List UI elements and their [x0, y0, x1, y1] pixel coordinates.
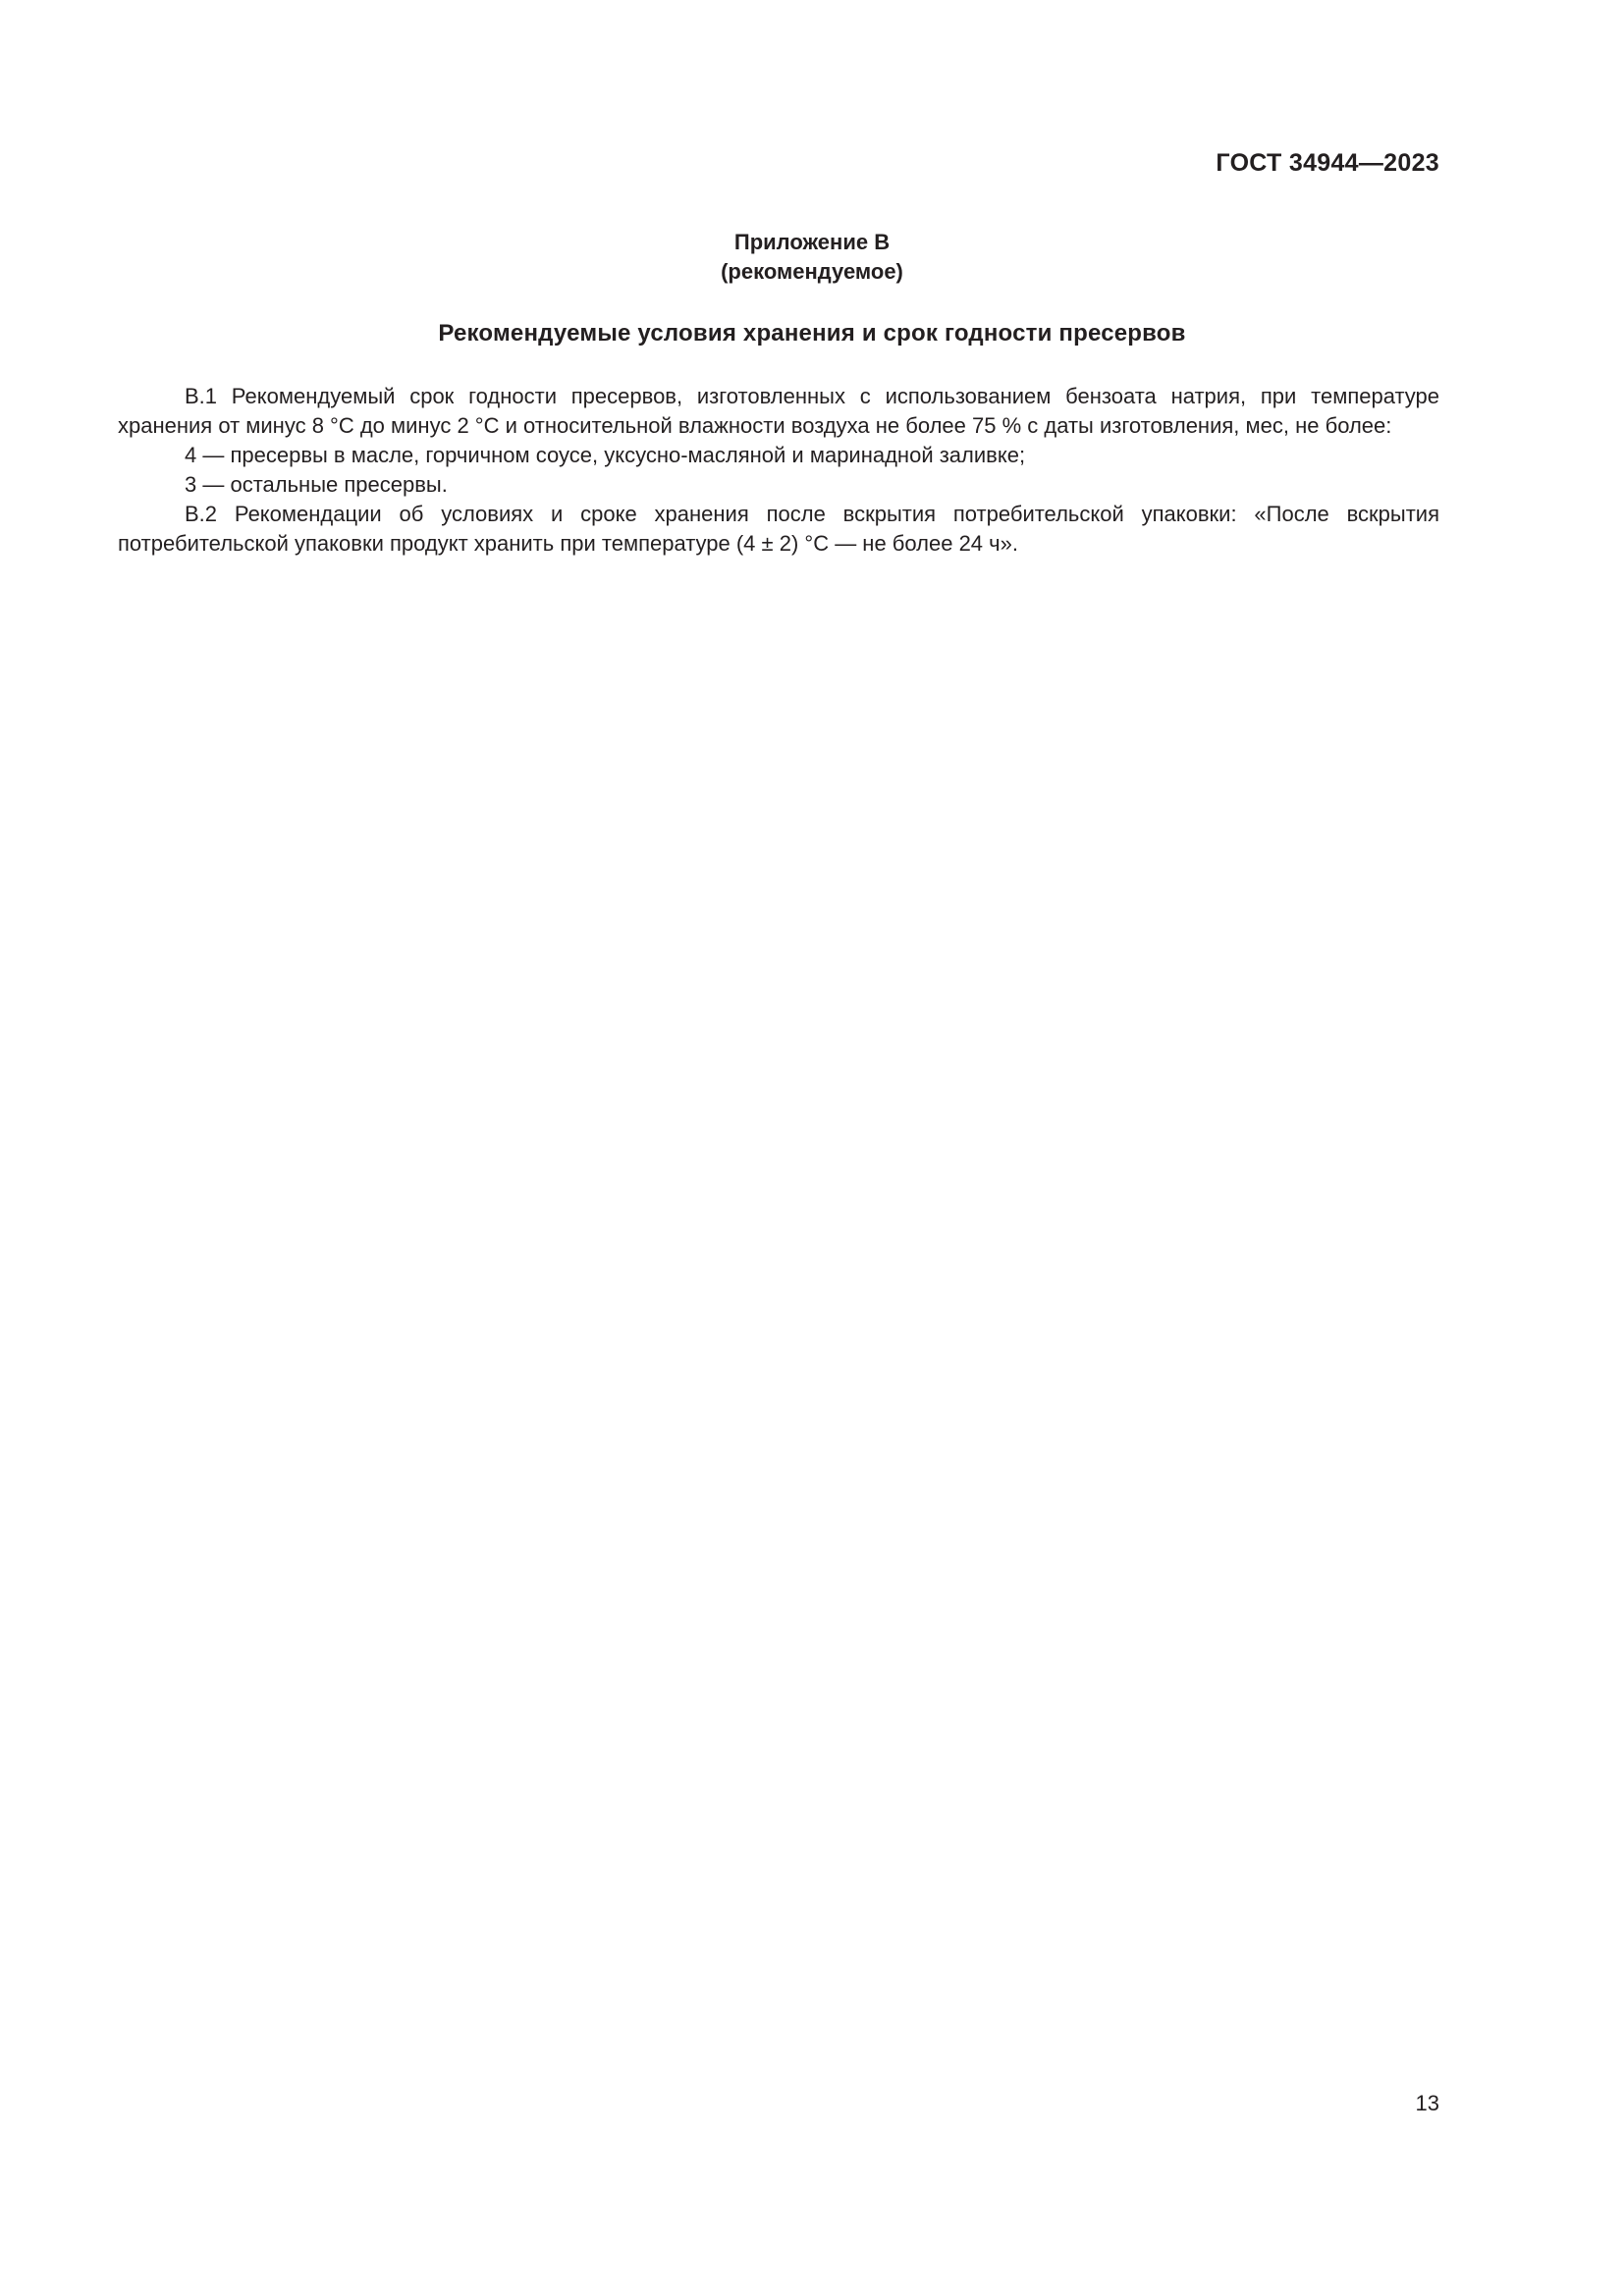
document-code: ГОСТ 34944—2023: [1216, 149, 1439, 177]
body-text: [118, 382, 1439, 559]
list-item-oil-mustard: 4 — пресервы в масле, горчичном соусе, уксусно-масляной и маринадной заливке;: [185, 443, 1026, 467]
page-number: 13: [1415, 2091, 1439, 2115]
appendix-heading: [0, 228, 1624, 287]
appendix-status: (рекомендуемое): [721, 259, 903, 284]
list-item-other: 3 — остальные пресервы.: [185, 472, 448, 497]
section-title: Рекомендуемые условия хранения и срок годности пресервов: [438, 320, 1186, 347]
paragraph-b1: В.1 Рекомендуемый срок годности пресервов, изготовленных с использованием бензоата натрия, при температуре хранения от минус 8 °С до минус 2 °С и относительной влажности воздуха не более 75 % с даты изготовления, мес, не более:: [118, 384, 1439, 438]
appendix-title: Приложение В: [733, 230, 891, 254]
paragraph-b2: В.2 Рекомендации об условиях и сроке хранения после вскрытия потребительской упаковки: «После вскрытия потребительской упаковки продукт хранить при температуре (4 ± 2) °С — не более 24 ч».: [118, 502, 1439, 556]
